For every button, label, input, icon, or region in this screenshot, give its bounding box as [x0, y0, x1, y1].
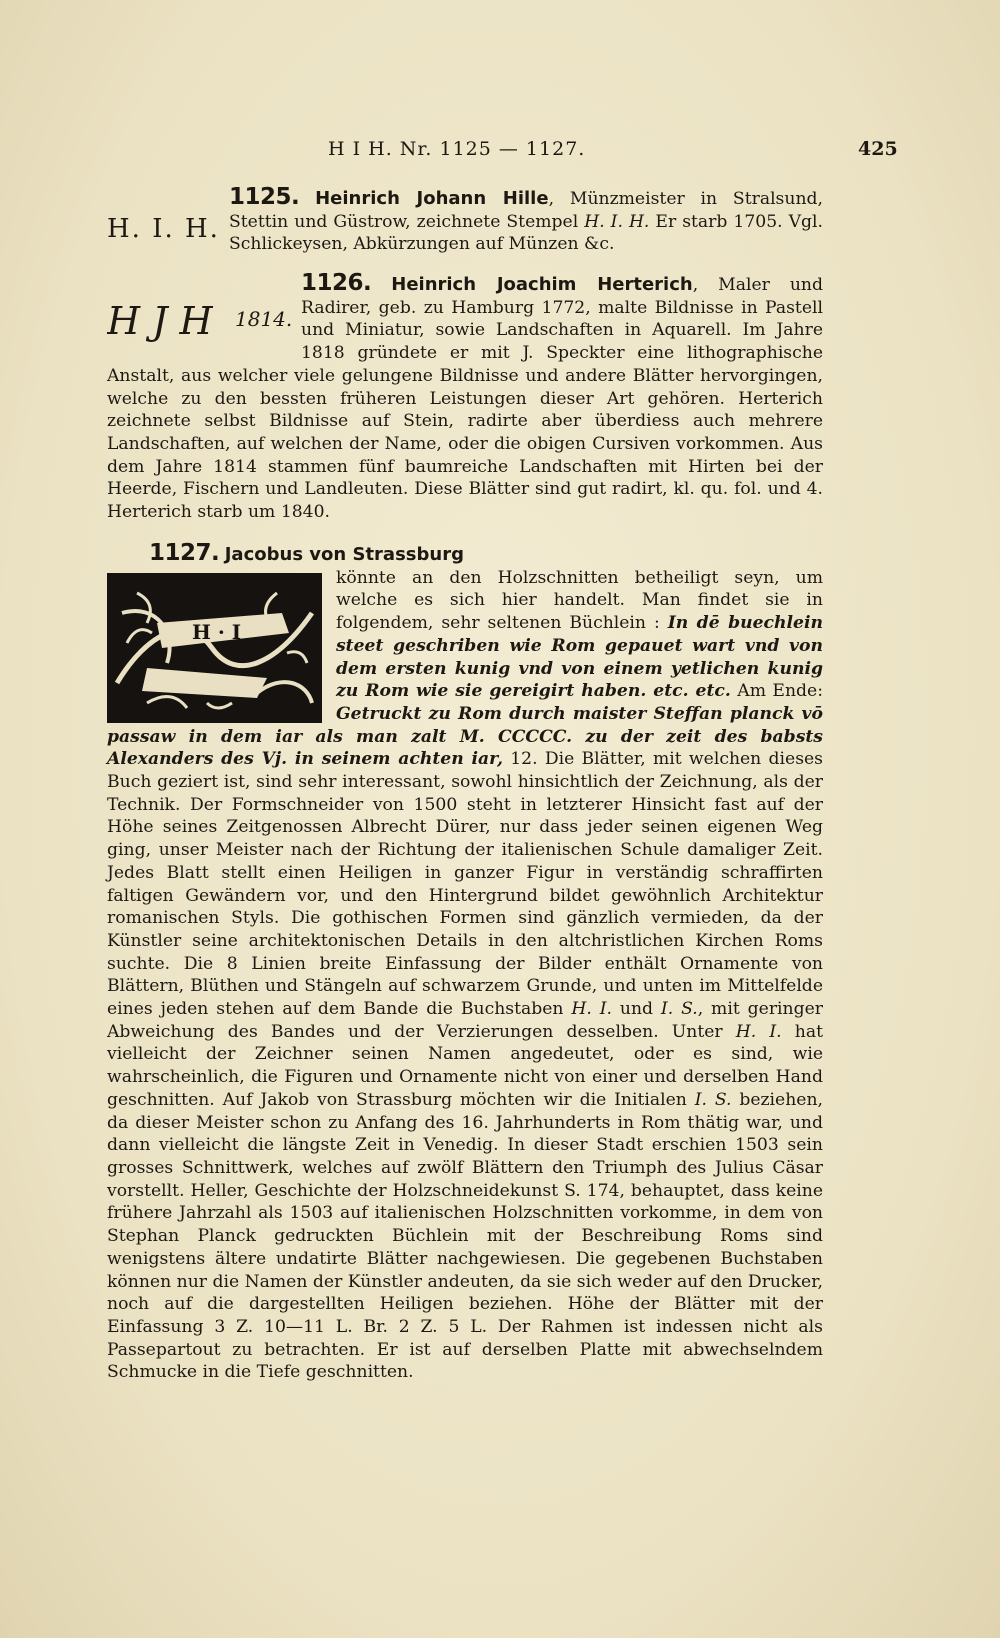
entry-text: Er starb 1705. Vgl. Schlickeysen, Abkürzungen auf Münzen &c. [229, 211, 823, 255]
entry-text: , Maler und Radirer, geb. zu Hamburg 1772, malte Bildnisse in Pastell und Miniatur, sowie Landschaften in Aquarell. Im Jahre 1818 gründete er mit J. Speckter eine lithographische Anstalt, aus welcher viele gelungene Bildnisse und andere Blätter hervorgingen, welche zu den bessten früheren Leistungen dieser Art gehören. Herterich zeichnete selbst Bildnisse auf Stein, radirte aber überdiess auch mehrere Landschaften, auf welchen der Name, oder die obigen Cursiven vorkommen. Aus dem Jahre 1814 stammen fünf baumreiche Landschaften mit Hirten bei der Heerde, Fischern und Landleuten. Diese Blätter sind gut radirt, kl. qu. fol. und 4. Herterich starb um 1840. [107, 275, 824, 523]
monogram-script-icon [107, 296, 301, 350]
entry-italic: H. I. [735, 1021, 782, 1042]
entry-text: , Münzmeister in Stralsund, Stettin und Güstrow, zeichnete Stempel [229, 189, 823, 232]
entry-name: Heinrich Johann Hille [315, 188, 549, 209]
entry-italic: H. I. [571, 999, 612, 1020]
monogram-script-letters: H J H [107, 299, 213, 343]
colophon-italic: Getruckt zu Rom durch maister Steffan planck vō passaw in dem iar als man zalt M. CCCCC. zu der zeit des babsts Alexanders des Vj. in seinem achten iar, [107, 703, 823, 770]
running-head: H I H. Nr. 1125 — 1127. [328, 138, 586, 160]
monogram-hih-box [107, 186, 229, 244]
entry-number: 1127. [149, 540, 220, 566]
entry-number: 1126. [301, 270, 372, 296]
monogram-hih: H. I. H. [107, 214, 220, 244]
entry-italic: I. S. [660, 999, 698, 1020]
entry-text: , mit geringer Abweichung des Bandes und der Verzierungen desselben. Unter [107, 999, 823, 1042]
entry-text: hat vielleicht der Zeichner seinen Namen angedeutet, oder es sind, wie wahrscheinlich, die Figuren und Ornamente nicht von einer und derselben Hand geschnitten. Auf Jakob von Strassburg möchten wir die Initialen [107, 1021, 824, 1110]
entry-1127 [107, 542, 823, 1384]
page-number: 425 [858, 138, 898, 160]
entry-1125 [107, 186, 823, 256]
woodcut-ornament-icon [107, 573, 322, 723]
woodcut-letters: H · I [192, 619, 242, 644]
entry-text: Am Ende: [730, 681, 823, 702]
monogram-script-year: 1814. [235, 307, 293, 331]
monogram-script-box [107, 272, 301, 357]
entry-name: Heinrich Joachim Herterich [391, 274, 693, 295]
entry-1126 [107, 272, 823, 524]
entry-text: könnte an den Holzschnitten betheiligt seyn, um welche es sich hier handelt. Man findet sie in folgendem, sehr seltenen Büchlein : [336, 567, 823, 634]
entry-italic: H. I. H. [584, 211, 650, 232]
entry-text: beziehen, da dieser Meister schon zu Anfang des 16. Jahrhunderts in Rom thätig war, und dann vielleicht die längste Zeit in Venedig. In dieser Stadt erschien 1503 sein grosses Schnittwerk, welches auf zwölf Blättern den Triumph des Julius Cäsar vorstellt. Heller, Geschichte der Holzschneidekunst S. 174, behauptet, dass keine frühere Jahrzahl als 1503 auf italienischen Holzschnitten vorkomme, in dem von Stephan Planck gedruckten Büchlein mit der Beschreibung Roms sind wenigstens ältere undatirte Blätter nachgewiesen. Die gegebenen Buchstaben können nur die Namen der Künstler andeuten, da sie sich weder auf den Drucker, noch auf die dargestellten Heiligen beziehen. Höhe der Blätter mit der Einfassung 3 Z. 10—11 L. Br. 2 Z. 5 L. Der Rahmen ist indessen nicht als Passepartout zu betrachten. Er ist auf derselben Platte mit abwechselndem Schmucke in die Tiefe geschnitten. [107, 1089, 823, 1383]
entry-text: 12. Die Blätter, mit welchen dieses Buch geziert ist, sind sehr interessant, sowohl hinsichtlich der Zeichnung, als der Technik. Der Formschneider von 1500 steht in letzterer Hinsicht fast auf der Höhe seines Zeitgenossen Albrecht Dürer, nur dass jeder seinen eigenen Weg ging, unser Meister nach der Richtung der italienischen Schule damaliger Zeit. Jedes Blatt stellt einen Heiligen in ganzer Figur in verständig schraffirten faltigen Gewändern vor, und den Hintergrund bildet gewöhnlich Architektur romanischen Styls. Die gothischen Formen sind gänzlich vermieden, da der Künstler seine architektonischen Details in den altchristlichen Kirchen Roms suchte. Die 8 Linien breite Einfassung der Bilder enthält Ornamente von Blättern, Blüthen und Stängeln auf schwarzem Grunde, und unten im Mittelfelde eines jeden stehen auf dem Bande die Buchstaben [107, 749, 824, 1020]
entry-name: Jacobus von Strassburg [224, 544, 464, 565]
entry-text: und [611, 999, 661, 1020]
entry-number: 1125. [229, 184, 300, 210]
book-title-italic: In dē buechlein steet geschriben wie Rom gepauet wart vnd von dem ersten kunig vnd von einem yetlichen kunig zu Rom wie sie gereigirt haben. etc. etc. [336, 613, 824, 702]
entry-italic: I. S. [694, 1089, 732, 1110]
